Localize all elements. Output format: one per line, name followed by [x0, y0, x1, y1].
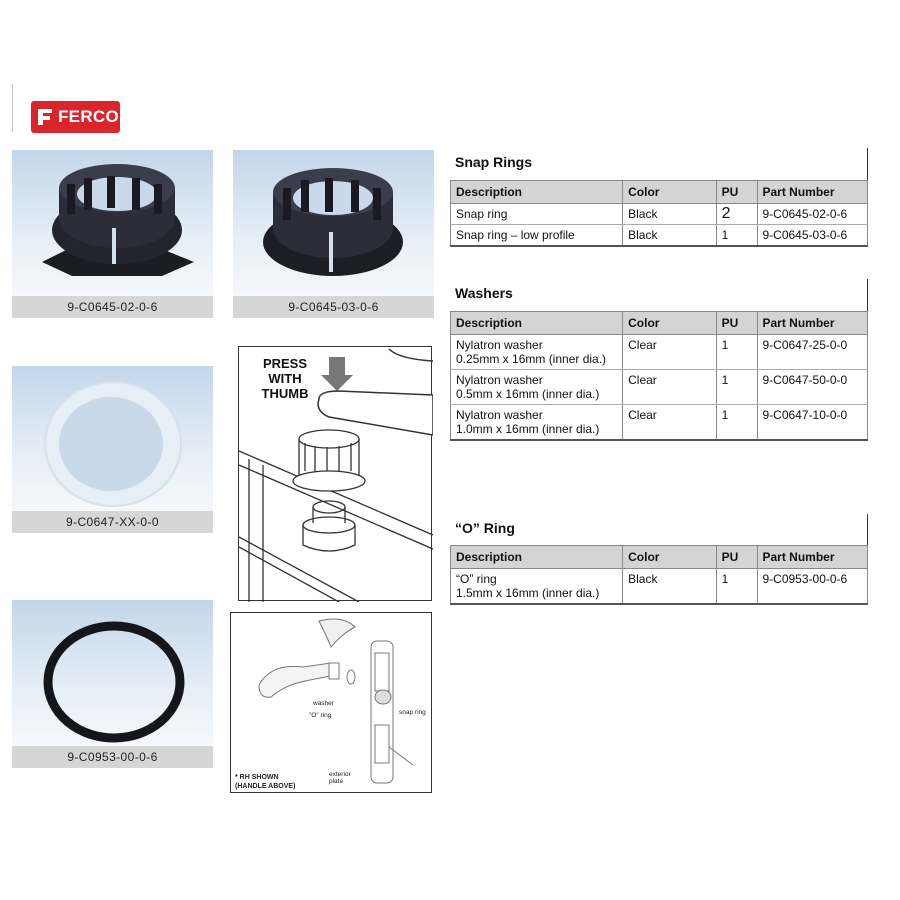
column-header: PU: [716, 546, 757, 569]
column-header: Description: [451, 312, 623, 335]
o-ring-icon: [12, 600, 213, 746]
column-header: Part Number: [757, 546, 868, 569]
snap-ring-label: snap ring: [399, 709, 426, 716]
column-header: PU: [716, 312, 757, 335]
nylatron-washer-icon: [12, 366, 213, 512]
cell-part-number: 9-C0645-03-0-6: [757, 225, 868, 247]
cell-pu: 2: [716, 204, 757, 225]
cell-part-number: 9-C0953-00-0-6: [757, 569, 868, 605]
cell-part-number: 9-C0647-50-0-0: [757, 370, 868, 405]
column-header: Description: [451, 546, 623, 569]
cell-part-number: 9-C0645-02-0-6: [757, 204, 868, 225]
logo-text: FERCO: [58, 107, 119, 126]
snap-rings-header: [450, 148, 868, 180]
table-row: [451, 204, 868, 225]
cell-pu: 1: [716, 405, 757, 441]
column-header: Color: [623, 546, 717, 569]
photo-caption: 9-C0645-02-0-6: [12, 296, 213, 318]
column-header: Part Number: [757, 181, 868, 204]
table-row: [451, 225, 868, 247]
table-row: [451, 370, 868, 405]
arrow-down-icon: [321, 357, 353, 391]
press-with-thumb-label: PRESS WITH THUMB: [261, 356, 309, 401]
o-ring-title: “O” Ring: [455, 520, 515, 536]
press-with-thumb-drawing: [238, 346, 432, 601]
rh-shown-note: * RH SHOWN (HANDLE ABOVE): [235, 774, 296, 790]
o-ring-header: [450, 514, 868, 546]
washers-header: [450, 279, 868, 311]
cell-color: Black: [623, 204, 717, 225]
cell-description: Snap ring – low profile: [451, 225, 623, 247]
photo-nylatron-washer: [12, 366, 213, 512]
cell-color: Clear: [623, 370, 717, 405]
snap-ring-low-profile-icon: [233, 150, 434, 296]
assembly-drawing: [230, 612, 432, 793]
table-header-row: [451, 546, 868, 569]
washer-label: washer: [313, 700, 334, 707]
column-header: Description: [451, 181, 623, 204]
column-header: Color: [623, 312, 717, 335]
photo-snap-ring-low-profile: [233, 150, 434, 296]
exterior-plate-label: exterior plate: [329, 771, 351, 785]
ferco-mark-icon: [37, 108, 53, 126]
photo-o-ring: [12, 600, 213, 746]
table-row: [451, 569, 868, 605]
column-header: PU: [716, 181, 757, 204]
photo-caption: 9-C0953-00-0-6: [12, 746, 213, 768]
cell-description: Nylatron washer 0.25mm x 16mm (inner dia.): [451, 335, 623, 370]
washers-table: [450, 311, 868, 441]
cell-pu: 1: [716, 569, 757, 605]
ferco-logo: [31, 101, 120, 133]
cell-pu: 1: [716, 370, 757, 405]
cell-pu: 1: [716, 225, 757, 247]
washers-title: Washers: [455, 285, 513, 301]
column-header: Color: [623, 181, 717, 204]
cell-color: Black: [623, 225, 717, 247]
cell-pu: 1: [716, 335, 757, 370]
table-row: [451, 405, 868, 441]
thumb-icon: [318, 391, 433, 435]
o-ring-table: [450, 545, 868, 605]
cell-part-number: 9-C0647-10-0-0: [757, 405, 868, 441]
cell-color: Black: [623, 569, 717, 605]
photo-snap-ring: [12, 150, 213, 296]
margin-rule: [12, 84, 13, 132]
snap-rings-title: Snap Rings: [455, 154, 533, 170]
cell-description: Snap ring: [451, 204, 623, 225]
table-row: [451, 335, 868, 370]
snap-ring-icon: [12, 150, 213, 296]
snap-rings-table: [450, 180, 868, 247]
cell-part-number: 9-C0647-25-0-0: [757, 335, 868, 370]
table-header-row: [451, 181, 868, 204]
cell-description: “O” ring 1.5mm x 16mm (inner dia.): [451, 569, 623, 605]
cell-description: Nylatron washer 0.5mm x 16mm (inner dia.): [451, 370, 623, 405]
photo-caption: 9-C0647-XX-0-0: [12, 511, 213, 533]
cell-description: Nylatron washer 1.0mm x 16mm (inner dia.): [451, 405, 623, 441]
o-ring-label: "O" ring: [309, 712, 332, 719]
table-header-row: [451, 312, 868, 335]
photo-caption: 9-C0645-03-0-6: [233, 296, 434, 318]
cell-color: Clear: [623, 405, 717, 441]
column-header: Part Number: [757, 312, 868, 335]
cell-color: Clear: [623, 335, 717, 370]
